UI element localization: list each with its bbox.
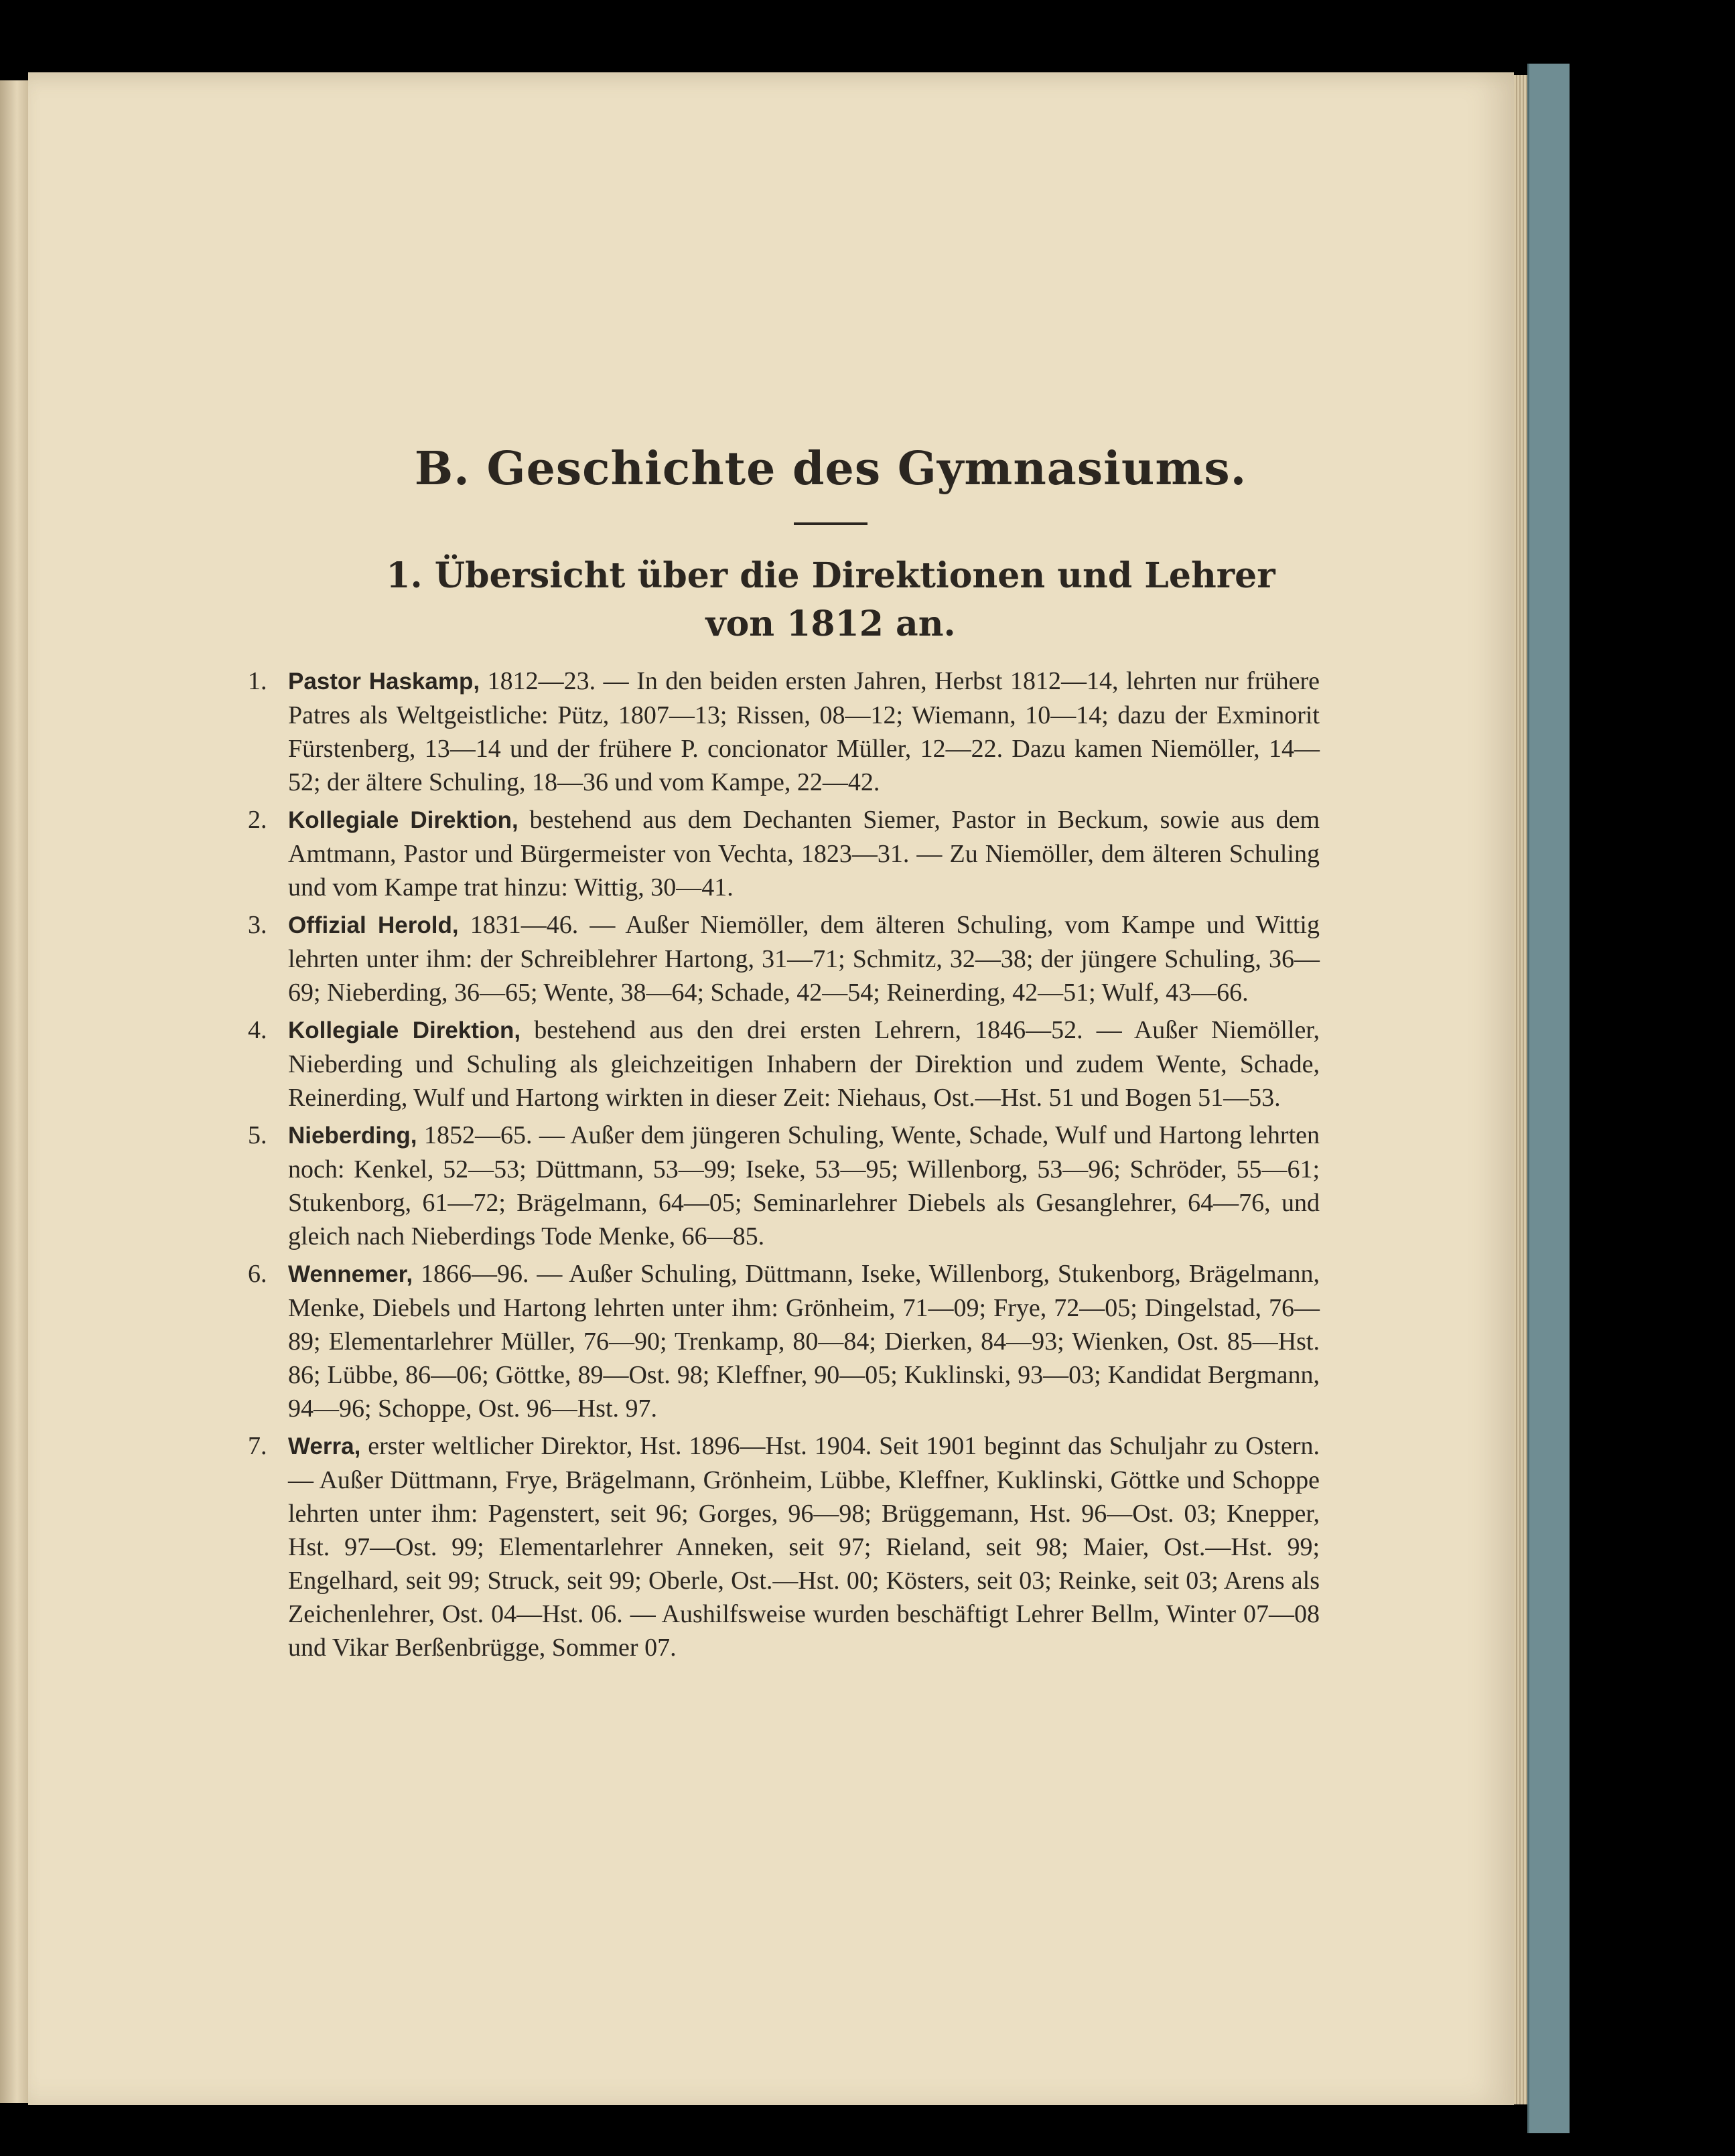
entry-name: Wennemer, [288, 1261, 413, 1287]
entry-text: 1866—96. — Außer Schuling, Düttmann, Iseke, Willenborg, Stukenborg, Brägelmann, Menke, Diebels und Hartong lehrten unter ihm: Grönheim, 71—09; Frye, 72—05; Dingelstad, 76—89; Elementarlehrer Müller, 76—90; Trenkamp, 80—84; Dierken, 84—93; Wienken, Ost. 85—Hst. 86; Lübbe, 86—06; Göttke, 89—Ost. 98; Kleffner, 90—05; Kuklinski, 93—03; Kandidat Bergmann, 94—96; Schoppe, Ost. 96—Hst. 97. [288, 1260, 1320, 1423]
entry-text: erster weltlicher Direktor, Hst. 1896—Hst. 1904. Seit 1901 beginnt das Schuljahr zu Ostern. — Außer Düttmann, Frye, Brägelmann, Grönheim, Lübbe, Kleffner, Kuklinski, Göttke und Schoppe lehrten unter ihm: Pagenstert, seit 96; Gorges, 96—98; Brüggemann, Hst. 96—Ost. 03; Knepper, Hst. 97—Ost. 99; Elementarlehrer Anneken, seit 97; Rieland, seit 98; Maier, Ost.—Hst. 99; Engelhard, seit 99; Struck, seit 99; Oberle, Ost.—Hst. 00; Kösters, seit 03; Reinke, seit 03; Arens als Zeichenlehrer, Ost. 04—Hst. 06. — Aushilfsweise wurden beschäftigt Lehrer Bellm, Winter 07—08 und Vikar Berßenbrügge, Sommer 07. [288, 1432, 1320, 1662]
entry-name: Pastor Haskamp, [288, 668, 480, 695]
list-item [248, 664, 1320, 799]
entry-text: 1812—23. — In den beiden ersten Jahren, Herbst 1812—14, lehrten nur frühere Patres als Weltgeistliche: Pütz, 1807—13; Rissen, 08—12; Wiemann, 10—14; dazu der Exminorit Fürstenberg, 13—14 und der frühere P. concionator Müller, 12—22. Dazu kamen Niemöller, 14—52; der ältere Schuling, 18—36 und vom Kampe, 22—42. [288, 667, 1320, 796]
book-cover-edge [1527, 64, 1570, 2133]
entry-name: Nieberding, [288, 1123, 417, 1149]
list-item [248, 908, 1320, 1009]
list-item [248, 1013, 1320, 1115]
entry-text: bestehend aus dem Dechanten Siemer, Pastor in Beckum, sowie aus dem Amtmann, Pastor und Bürgermeister von Vechta, 1823—31. — Zu Niemöller, dem älteren Schuling und vom Kampe trat hinzu: Wittig, 30—41. [288, 806, 1320, 902]
section-title [248, 552, 1320, 648]
entry-text: 1852—65. — Außer dem jüngeren Schuling, Wente, Schade, Wulf und Hartong lehrten noch: Kenkel, 52—53; Düttmann, 53—99; Iseke, 53—95; Willenborg, 53—96; Schröder, 55—61; Stukenborg, 61—72; Brägelmann, 64—05; Seminarlehrer Diebels als Gesanglehrer, 64—76, und gleich nach Nieberdings Tode Menke, 66—85. [288, 1121, 1320, 1250]
entry-name: Werra, [288, 1433, 361, 1459]
entry-number: 6. [248, 1260, 267, 1288]
entry-name: Kollegiale Direktion, [288, 807, 518, 833]
entry-text: bestehend aus den drei ersten Lehrern, 1846—52. — Außer Niemöller, Nieberding und Schuling als gleichzeitigen Inhabern der Direktion und zudem Wente, Schade, Reinerding, Wulf und Hartong wirkten in dieser Zeit: Niehaus, Ost.—Hst. 51 und Bogen 51—53. [288, 1016, 1320, 1112]
entry-number: 7. [248, 1432, 267, 1460]
list-item [248, 803, 1320, 904]
entry-number: 3. [248, 911, 267, 939]
left-page-edge [0, 80, 28, 2103]
entry-number: 1. [248, 667, 267, 695]
list-item [248, 1429, 1320, 1664]
entry-name: Offizial Herold, [288, 912, 459, 938]
entry-name: Kollegiale Direktion, [288, 1017, 521, 1044]
section-title-line-2: von 1812 an. [705, 603, 956, 644]
section-title-line-1: 1. Übersicht über die Direktionen und Lehrer [386, 555, 1275, 596]
page-content [248, 442, 1320, 1668]
title-rule [794, 522, 868, 525]
list-item [248, 1119, 1320, 1253]
entry-text: 1831—46. — Außer Niemöller, dem älteren Schuling, vom Kampe und Wittig lehrten unter ihm: der Schreiblehrer Hartong, 31—71; Schmitz, 32—38; der jüngere Schuling, 36—69; Nieberding, 36—65; Wente, 38—64; Schade, 42—54; Reinerding, 42—51; Wulf, 43—66. [288, 911, 1320, 1007]
entry-number: 5. [248, 1121, 267, 1149]
page-stack-edge [1514, 75, 1527, 2104]
entry-number: 2. [248, 806, 267, 834]
entry-number: 4. [248, 1016, 267, 1044]
page-title: B. Geschichte des Gymnasiums. [414, 442, 1247, 496]
directorate-list [248, 664, 1320, 1664]
list-item [248, 1257, 1320, 1425]
